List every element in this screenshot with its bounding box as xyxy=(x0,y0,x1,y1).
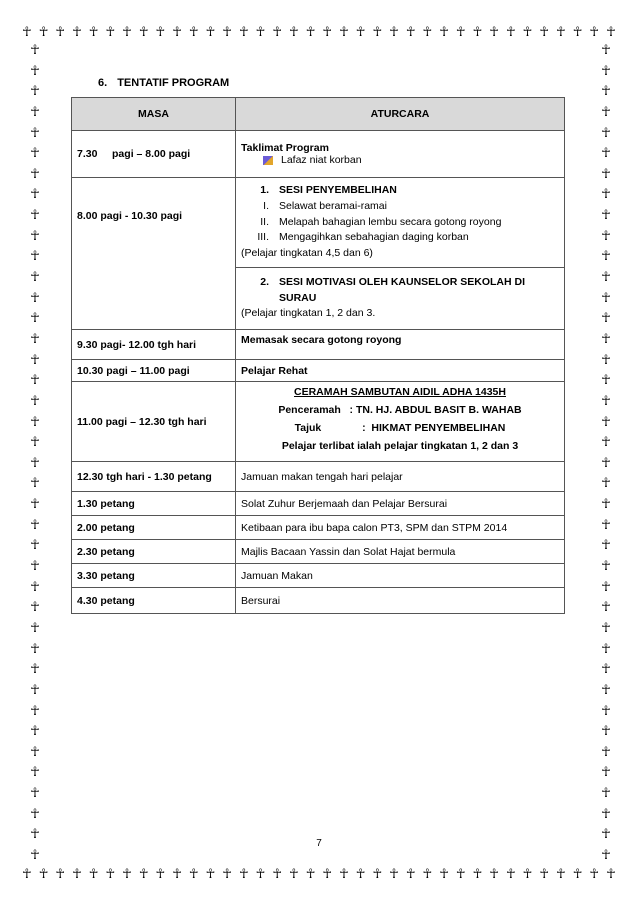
stick-figure-icon: ☥ xyxy=(88,24,99,40)
stick-figure-icon: ☥ xyxy=(522,866,533,882)
stick-figure-icon: ☥ xyxy=(601,744,611,760)
decorative-border-top xyxy=(22,20,616,44)
stick-figure-icon: ☥ xyxy=(606,24,616,40)
stick-figure-icon: ☥ xyxy=(55,866,66,882)
stick-figure-icon: ☥ xyxy=(30,497,40,513)
stick-figure-icon: ☥ xyxy=(389,866,399,882)
aturcara-cell: Pelajar Rehat xyxy=(236,360,565,382)
stick-figure-icon: ☥ xyxy=(105,24,116,40)
bullet-icon xyxy=(263,156,273,165)
block-title: SESI PENYEMBELIHAN xyxy=(279,184,397,197)
stick-figure-icon: ☥ xyxy=(601,786,611,802)
stick-figure-icon: ☥ xyxy=(30,63,40,79)
stick-figure-icon: ☥ xyxy=(238,866,249,882)
stick-figure-icon: ☥ xyxy=(30,786,40,802)
table-row xyxy=(72,462,565,492)
stick-figure-icon: ☥ xyxy=(322,866,333,882)
aturcara-cell xyxy=(236,178,565,268)
stick-figure-icon: ☥ xyxy=(30,600,40,616)
stick-figure-icon: ☥ xyxy=(601,497,611,513)
stick-figure-icon: ☥ xyxy=(422,24,433,40)
stick-figure-icon: ☥ xyxy=(601,517,611,533)
stick-figure-icon: ☥ xyxy=(601,455,611,471)
masa-cell: 10.30 pagi – 11.00 pagi xyxy=(72,360,236,382)
stick-figure-icon: ☥ xyxy=(601,290,611,306)
aturcara-cell: Jamuan makan tengah hari pelajar xyxy=(236,462,565,492)
stick-figure-icon: ☥ xyxy=(30,435,40,451)
stick-figure-icon: ☥ xyxy=(30,228,40,244)
stick-figure-icon: ☥ xyxy=(30,476,40,492)
stick-figure-icon: ☥ xyxy=(30,682,40,698)
stick-figure-icon: ☥ xyxy=(30,620,40,636)
stick-figure-icon: ☥ xyxy=(589,24,600,40)
stick-figure-icon: ☥ xyxy=(72,24,82,40)
aturcara-cell: Bersurai xyxy=(236,588,565,614)
stick-figure-icon: ☥ xyxy=(372,866,383,882)
page-number: 7 xyxy=(316,838,322,849)
masa-cell: 1.30 petang xyxy=(72,492,236,516)
section-heading xyxy=(98,77,239,89)
stick-figure-icon: ☥ xyxy=(30,765,40,781)
stick-figure-icon: ☥ xyxy=(305,24,316,40)
stick-figure-icon: ☥ xyxy=(355,866,366,882)
masa-cell: 2.00 petang xyxy=(72,516,236,540)
program-table xyxy=(71,97,565,614)
stick-figure-icon: ☥ xyxy=(255,24,266,40)
aturcara-cell xyxy=(236,382,565,462)
stick-figure-icon: ☥ xyxy=(455,866,466,882)
block-heading xyxy=(241,183,559,199)
stick-figure-icon: ☥ xyxy=(489,866,499,882)
list-item xyxy=(241,230,559,246)
stick-figure-icon: ☥ xyxy=(601,104,611,120)
stick-figure-icon: ☥ xyxy=(38,24,49,40)
stick-figure-icon: ☥ xyxy=(238,24,249,40)
stick-figure-icon: ☥ xyxy=(339,24,349,40)
list-item xyxy=(241,215,559,231)
masa-cell: 12.30 tgh hari - 1.30 petang xyxy=(72,462,236,492)
stick-figure-icon: ☥ xyxy=(30,187,40,203)
decorative-border-bottom xyxy=(22,862,616,886)
stick-figure-icon: ☥ xyxy=(30,744,40,760)
table-row xyxy=(72,382,565,462)
stick-figure-icon: ☥ xyxy=(30,125,40,141)
stick-figure-icon: ☥ xyxy=(339,866,349,882)
stick-figure-icon: ☥ xyxy=(72,866,82,882)
stick-figure-icon: ☥ xyxy=(138,24,149,40)
stick-figure-icon: ☥ xyxy=(601,538,611,554)
stick-figure-icon: ☥ xyxy=(601,187,611,203)
stick-figure-icon: ☥ xyxy=(322,24,333,40)
activity-list xyxy=(241,199,559,246)
stick-figure-icon: ☥ xyxy=(172,24,182,40)
stick-figure-icon: ☥ xyxy=(272,24,283,40)
stick-figure-icon: ☥ xyxy=(30,208,40,224)
stick-figure-icon: ☥ xyxy=(601,331,611,347)
stick-figure-icon: ☥ xyxy=(30,538,40,554)
aturcara-cell xyxy=(236,131,565,178)
stick-figure-icon: ☥ xyxy=(405,866,416,882)
stick-figure-icon: ☥ xyxy=(522,24,533,40)
masa-cell xyxy=(72,178,236,330)
block-number: 1. xyxy=(260,184,269,197)
stick-figure-icon: ☥ xyxy=(205,866,216,882)
stick-figure-icon: ☥ xyxy=(389,24,399,40)
stick-figure-icon: ☥ xyxy=(601,600,611,616)
stick-figure-icon: ☥ xyxy=(556,866,566,882)
stick-figure-icon: ☥ xyxy=(601,166,611,182)
block-heading xyxy=(241,275,559,307)
stick-figure-icon: ☥ xyxy=(30,393,40,409)
stick-figure-icon: ☥ xyxy=(188,24,199,40)
stick-figure-icon: ☥ xyxy=(489,24,499,40)
list-number: I. xyxy=(263,199,269,212)
masa-cell: 3.30 petang xyxy=(72,564,236,588)
list-text: Melapah bahagian lembu secara gotong royong xyxy=(279,215,502,228)
stick-figure-icon: ☥ xyxy=(601,662,611,678)
stick-figure-icon: ☥ xyxy=(105,866,116,882)
aturcara-cell xyxy=(236,268,565,330)
stick-figure-icon: ☥ xyxy=(155,24,166,40)
stick-figure-icon: ☥ xyxy=(289,866,299,882)
masa-cell: 2.30 petang xyxy=(72,540,236,564)
stick-figure-icon: ☥ xyxy=(30,662,40,678)
stick-figure-icon: ☥ xyxy=(289,24,299,40)
table-row xyxy=(72,178,565,268)
stick-figure-icon: ☥ xyxy=(30,331,40,347)
stick-figure-icon: ☥ xyxy=(589,866,600,882)
aturcara-cell: Jamuan Makan xyxy=(236,564,565,588)
section-title: TENTATIF PROGRAM xyxy=(117,77,230,89)
stick-figure-icon: ☥ xyxy=(439,24,449,40)
stick-figure-icon: ☥ xyxy=(88,866,99,882)
stick-figure-icon: ☥ xyxy=(601,393,611,409)
stick-figure-icon: ☥ xyxy=(539,866,550,882)
stick-figure-icon: ☥ xyxy=(30,44,40,58)
stick-figure-icon: ☥ xyxy=(472,24,483,40)
stick-figure-icon: ☥ xyxy=(30,806,40,822)
stick-figure-icon: ☥ xyxy=(601,435,611,451)
stick-figure-icon: ☥ xyxy=(606,866,616,882)
stick-figure-icon: ☥ xyxy=(122,24,132,40)
stick-figure-icon: ☥ xyxy=(601,146,611,162)
stick-figure-icon: ☥ xyxy=(601,476,611,492)
stick-figure-icon: ☥ xyxy=(188,866,199,882)
stick-figure-icon: ☥ xyxy=(601,228,611,244)
stick-figure-icon: ☥ xyxy=(30,249,40,265)
stick-figure-icon: ☥ xyxy=(601,682,611,698)
stick-figure-icon: ☥ xyxy=(22,24,32,40)
lecture-topic: Tajuk : HIKMAT PENYEMBELIHAN xyxy=(294,421,506,434)
row-title: Taklimat Program xyxy=(241,142,329,154)
stick-figure-icon: ☥ xyxy=(30,352,40,368)
stick-figure-icon: ☥ xyxy=(601,703,611,719)
table-row xyxy=(72,564,565,588)
stick-figure-icon: ☥ xyxy=(601,311,611,327)
stick-figure-icon: ☥ xyxy=(30,104,40,120)
stick-figure-icon: ☥ xyxy=(30,517,40,533)
stick-figure-icon: ☥ xyxy=(455,24,466,40)
stick-figure-icon: ☥ xyxy=(505,24,516,40)
masa-text: 8.00 pagi - 10.30 pagi xyxy=(77,210,183,222)
stick-figure-icon: ☥ xyxy=(601,620,611,636)
block-note: (Pelajar tingkatan 1, 2 dan 3. xyxy=(241,307,376,320)
header-aturcara: ATURCARA xyxy=(236,98,565,131)
stick-figure-icon: ☥ xyxy=(30,84,40,100)
lecture-title: CERAMAH SAMBUTAN AIDIL ADHA 1435H xyxy=(294,386,506,398)
stick-figure-icon: ☥ xyxy=(601,724,611,740)
table-row xyxy=(72,330,565,360)
masa-cell: 4.30 petang xyxy=(72,588,236,614)
stick-figure-icon: ☥ xyxy=(205,24,216,40)
stick-figure-icon: ☥ xyxy=(30,579,40,595)
stick-figure-icon: ☥ xyxy=(539,24,550,40)
stick-figure-icon: ☥ xyxy=(572,24,583,40)
stick-figure-icon: ☥ xyxy=(255,866,266,882)
stick-figure-icon: ☥ xyxy=(601,641,611,657)
stick-figure-icon: ☥ xyxy=(355,24,366,40)
stick-figure-icon: ☥ xyxy=(601,806,611,822)
stick-figure-icon: ☥ xyxy=(439,866,449,882)
decorative-border-right xyxy=(595,44,617,862)
stick-figure-icon: ☥ xyxy=(601,63,611,79)
stick-figure-icon: ☥ xyxy=(155,866,166,882)
stick-figure-icon: ☥ xyxy=(22,866,32,882)
stick-figure-icon: ☥ xyxy=(30,311,40,327)
stick-figure-icon: ☥ xyxy=(601,208,611,224)
stick-figure-icon: ☥ xyxy=(222,24,232,40)
list-number: II. xyxy=(260,215,269,228)
stick-figure-icon: ☥ xyxy=(30,290,40,306)
stick-figure-icon: ☥ xyxy=(30,827,40,843)
stick-figure-icon: ☥ xyxy=(38,866,49,882)
table-row xyxy=(72,540,565,564)
stick-figure-icon: ☥ xyxy=(30,166,40,182)
aturcara-cell: Majlis Bacaan Yassin dan Solat Hajat bermula xyxy=(236,540,565,564)
stick-figure-icon: ☥ xyxy=(222,866,232,882)
stick-figure-icon: ☥ xyxy=(372,24,383,40)
stick-figure-icon: ☥ xyxy=(601,249,611,265)
stick-figure-icon: ☥ xyxy=(172,866,182,882)
table-row xyxy=(72,131,565,178)
list-number: III. xyxy=(257,231,269,244)
stick-figure-icon: ☥ xyxy=(601,44,611,58)
masa-cell: 9.30 pagi- 12.00 tgh hari xyxy=(72,330,236,360)
stick-figure-icon: ☥ xyxy=(30,455,40,471)
masa-cell: 7.30 pagi – 8.00 pagi xyxy=(72,131,236,178)
stick-figure-icon: ☥ xyxy=(30,724,40,740)
stick-figure-icon: ☥ xyxy=(30,641,40,657)
stick-figure-icon: ☥ xyxy=(601,125,611,141)
stick-figure-icon: ☥ xyxy=(55,24,66,40)
stick-figure-icon: ☥ xyxy=(601,414,611,430)
block-title: SESI MOTIVASI OLEH KAUNSELOR SEKOLAH DI SURAU xyxy=(279,275,525,304)
stick-figure-icon: ☥ xyxy=(305,866,316,882)
table-row xyxy=(72,492,565,516)
stick-figure-icon: ☥ xyxy=(601,579,611,595)
header-masa: MASA xyxy=(72,98,236,131)
aturcara-cell: Memasak secara gotong royong xyxy=(236,330,565,360)
table-header-row xyxy=(72,98,565,131)
stick-figure-icon: ☥ xyxy=(30,703,40,719)
table-row xyxy=(72,516,565,540)
stick-figure-icon: ☥ xyxy=(122,866,132,882)
stick-figure-icon: ☥ xyxy=(556,24,566,40)
table-row xyxy=(72,360,565,382)
lecture-audience: Pelajar terlibat ialah pelajar tingkatan 1, 2 dan 3 xyxy=(281,439,519,452)
stick-figure-icon: ☥ xyxy=(601,827,611,843)
stick-figure-icon: ☥ xyxy=(601,352,611,368)
list-text: Selawat beramai-ramai xyxy=(279,199,387,212)
stick-figure-icon: ☥ xyxy=(405,24,416,40)
stick-figure-icon: ☥ xyxy=(30,414,40,430)
stick-figure-icon: ☥ xyxy=(30,847,40,862)
stick-figure-icon: ☥ xyxy=(472,866,483,882)
list-item xyxy=(241,199,559,215)
stick-figure-icon: ☥ xyxy=(601,373,611,389)
stick-figure-icon: ☥ xyxy=(30,270,40,286)
stick-figure-icon: ☥ xyxy=(572,866,583,882)
block-note: (Pelajar tingkatan 4,5 dan 6) xyxy=(241,247,373,260)
stick-figure-icon: ☥ xyxy=(422,866,433,882)
stick-figure-icon: ☥ xyxy=(30,559,40,575)
aturcara-cell: Ketibaan para ibu bapa calon PT3, SPM dan STPM 2014 xyxy=(236,516,565,540)
stick-figure-icon: ☥ xyxy=(601,270,611,286)
masa-cell: 11.00 pagi – 12.30 tgh hari xyxy=(72,382,236,462)
bullet-item xyxy=(241,154,559,166)
lecture-speaker: Penceramah : TN. HJ. ABDUL BASIT B. WAHAB xyxy=(278,403,522,416)
stick-figure-icon: ☥ xyxy=(601,765,611,781)
list-text: Mengagihkan sebahagian daging korban xyxy=(279,231,469,244)
table-row xyxy=(72,588,565,614)
decorative-border-left xyxy=(24,44,46,862)
stick-figure-icon: ☥ xyxy=(30,373,40,389)
stick-figure-icon: ☥ xyxy=(505,866,516,882)
stick-figure-icon: ☥ xyxy=(138,866,149,882)
block-number: 2. xyxy=(260,275,269,288)
aturcara-cell: Solat Zuhur Berjemaah dan Pelajar Bersurai xyxy=(236,492,565,516)
section-number: 6. xyxy=(98,77,108,89)
bullet-text: Lafaz niat korban xyxy=(281,154,362,166)
stick-figure-icon: ☥ xyxy=(601,847,611,862)
stick-figure-icon: ☥ xyxy=(601,84,611,100)
stick-figure-icon: ☥ xyxy=(601,559,611,575)
stick-figure-icon: ☥ xyxy=(30,146,40,162)
stick-figure-icon: ☥ xyxy=(272,866,283,882)
